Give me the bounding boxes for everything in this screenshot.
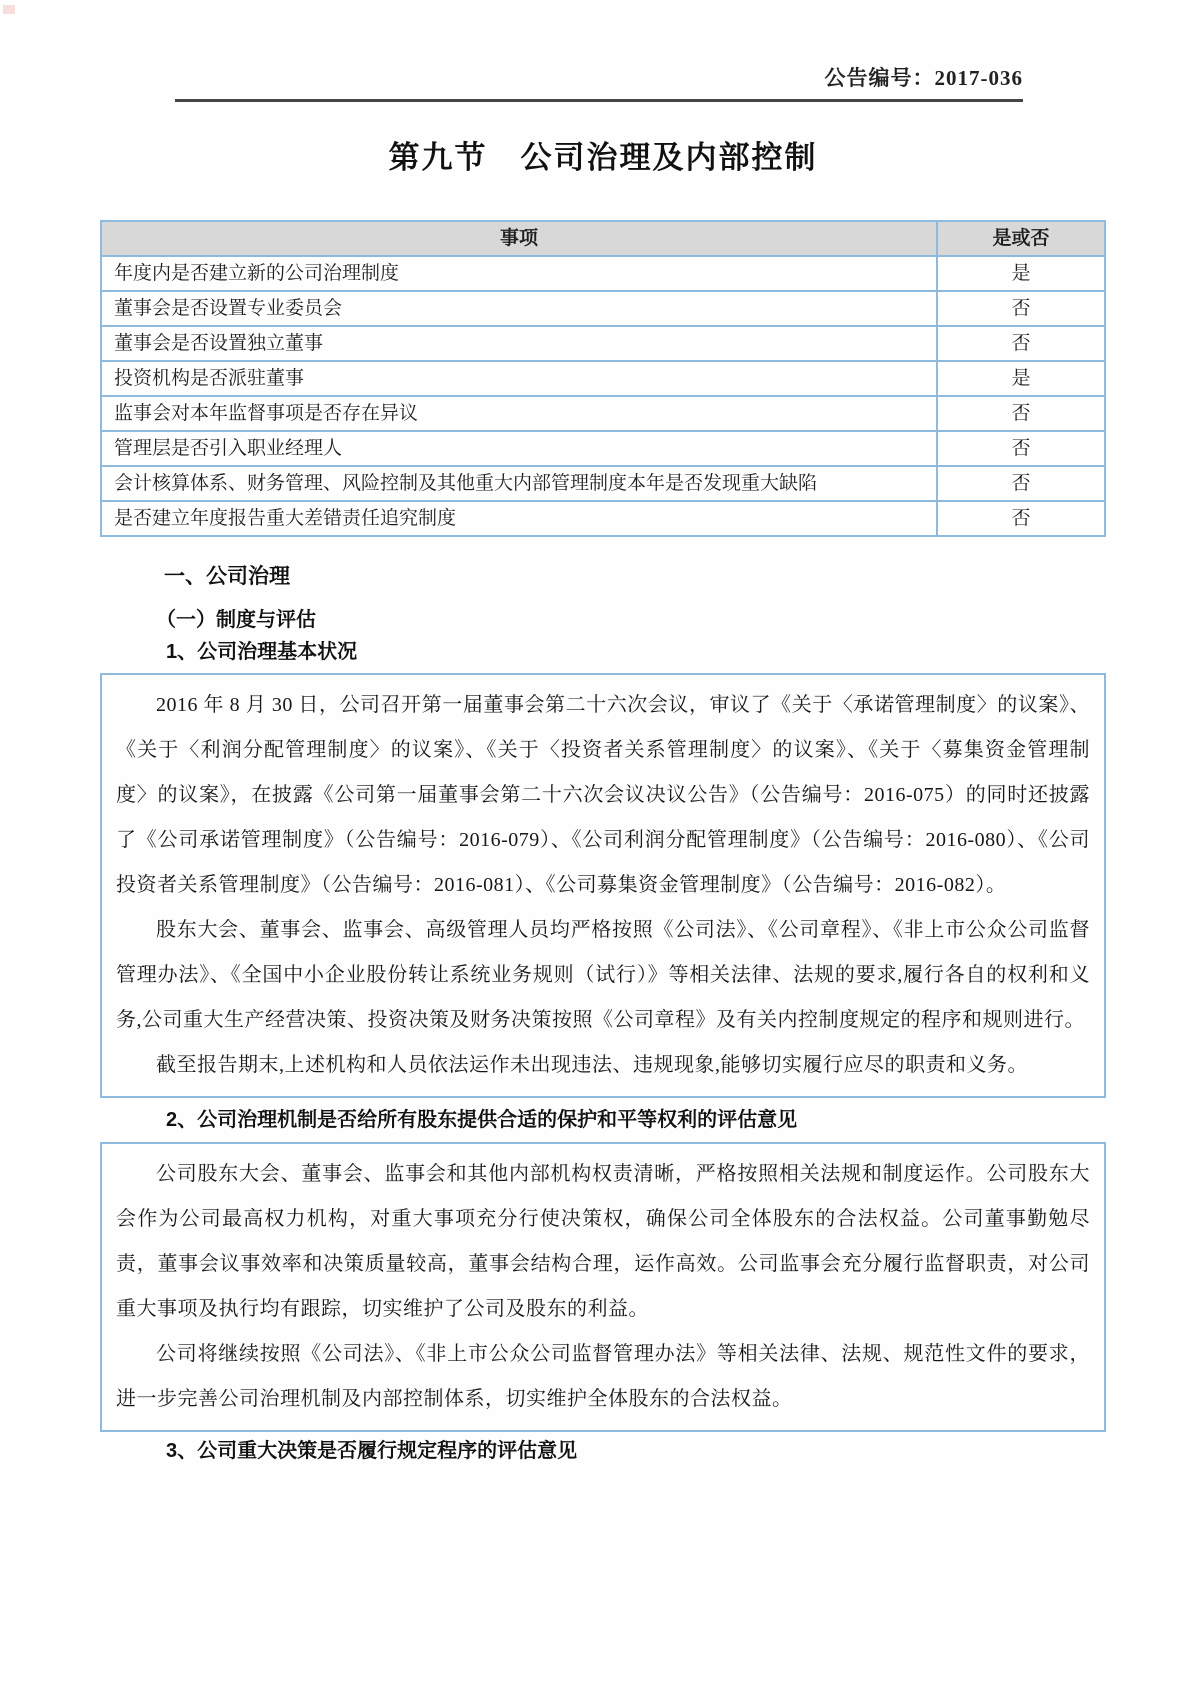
answer-cell: 否 bbox=[937, 291, 1105, 326]
header-rule bbox=[175, 99, 1023, 102]
answer-cell: 否 bbox=[937, 501, 1105, 536]
table-row bbox=[101, 361, 1105, 396]
answer-cell: 否 bbox=[937, 431, 1105, 466]
table-row bbox=[101, 396, 1105, 431]
answer-cell: 否 bbox=[937, 396, 1105, 431]
answer-cell: 是 bbox=[937, 256, 1105, 291]
item-cell: 投资机构是否派驻董事 bbox=[101, 361, 937, 396]
item-cell: 董事会是否设置专业委员会 bbox=[101, 291, 937, 326]
heading-corporate-governance: 一、公司治理 bbox=[164, 565, 290, 588]
heading-major-decision-evaluation: 3、公司重大决策是否履行规定程序的评估意见 bbox=[166, 1440, 578, 1462]
heading-system-and-evaluation: （一）制度与评估 bbox=[156, 609, 316, 631]
paragraph-board-meeting: 2016 年 8 月 30 日，公司召开第一届董事会第二十六次会议，审议了《关于〈承诺管理制度〉的议案》、《关于〈利润分配管理制度〉的议案》、《关于〈投资者关系管理制度〉的议案》、《关于〈募集资金管理制度〉的议案》，在披露《公司第一届董事会第二十六次会议决议公告》（公告编号：2016-075）的同时还披露了《公司承诺管理制度》（公告编号：2016-079）、《公司利润分配管理制度》（公告编号：2016-080）、《公司投资者关系管理制度》（公告编号：2016-081）、《公司募集资金管理制度》（公告编号：2016-082）。 bbox=[116, 694, 1090, 896]
paragraph-governance-mechanism: 公司股东大会、董事会、监事会和其他内部机构权责清晰，严格按照相关法规和制度运作。公司股东大会作为公司最高权力机构，对重大事项充分行使决策权，确保公司全体股东的合法权益。公司董事勤勉尽责，董事会议事效率和决策质量较高，董事会结构合理，运作高效。公司监事会充分履行监督职责，对公司重大事项及执行均有跟踪，切实维护了公司及股东的利益。 bbox=[116, 1163, 1090, 1320]
scan-artifact bbox=[3, 5, 15, 14]
table-row bbox=[101, 291, 1105, 326]
page-title: 第九节 公司治理及内部控制 bbox=[388, 140, 818, 175]
answer-cell: 否 bbox=[937, 466, 1105, 501]
table-row bbox=[101, 501, 1105, 536]
governance-basic-status-box bbox=[100, 673, 1106, 1098]
heading-shareholder-protection-evaluation: 2、公司治理机制是否给所有股东提供合适的保护和平等权利的评估意见 bbox=[166, 1109, 798, 1131]
table-row bbox=[101, 466, 1105, 501]
announcement-number: 公告编号：2017-036 bbox=[824, 66, 1023, 90]
column-header-item: 事项 bbox=[101, 221, 937, 256]
item-cell: 会计核算体系、财务管理、风险控制及其他重大内部管理制度本年是否发现重大缺陷 bbox=[101, 466, 937, 501]
table-header-row bbox=[101, 221, 1105, 256]
item-cell: 年度内是否建立新的公司治理制度 bbox=[101, 256, 937, 291]
item-cell: 监事会对本年监督事项是否存在异议 bbox=[101, 396, 937, 431]
governance-table bbox=[100, 220, 1106, 537]
answer-cell: 否 bbox=[937, 326, 1105, 361]
shareholder-protection-box bbox=[100, 1142, 1106, 1432]
answer-cell: 是 bbox=[937, 361, 1105, 396]
column-header-yesno: 是或否 bbox=[937, 221, 1105, 256]
item-cell: 管理层是否引入职业经理人 bbox=[101, 431, 937, 466]
heading-governance-basic-status: 1、公司治理基本状况 bbox=[166, 641, 358, 663]
paragraph-continuous-improvement: 公司将继续按照《公司法》、《非上市公众公司监督管理办法》等相关法律、法规、规范性文件的要求，进一步完善公司治理机制及内部控制体系，切实维护全体股东的合法权益。 bbox=[116, 1343, 1090, 1410]
paragraph-compliance: 股东大会、董事会、监事会、高级管理人员均严格按照《公司法》、《公司章程》、《非上市公众公司监督管理办法》、《全国中小企业股份转让系统业务规则（试行）》等相关法律、法规的要求,履行各自的权利和义务,公司重大生产经营决策、投资决策及财务决策按照《公司章程》及有关内控制度规定的程序和规则进行。 bbox=[116, 919, 1090, 1031]
table-row bbox=[101, 256, 1105, 291]
item-cell: 董事会是否设置独立董事 bbox=[101, 326, 937, 361]
item-cell: 是否建立年度报告重大差错责任追究制度 bbox=[101, 501, 937, 536]
table-row bbox=[101, 431, 1105, 466]
page-content bbox=[100, 128, 1106, 1464]
table-row bbox=[101, 326, 1105, 361]
paragraph-report-period: 截至报告期末,上述机构和人员依法运作未出现违法、违规现象,能够切实履行应尽的职责和义务。 bbox=[156, 1054, 1028, 1076]
